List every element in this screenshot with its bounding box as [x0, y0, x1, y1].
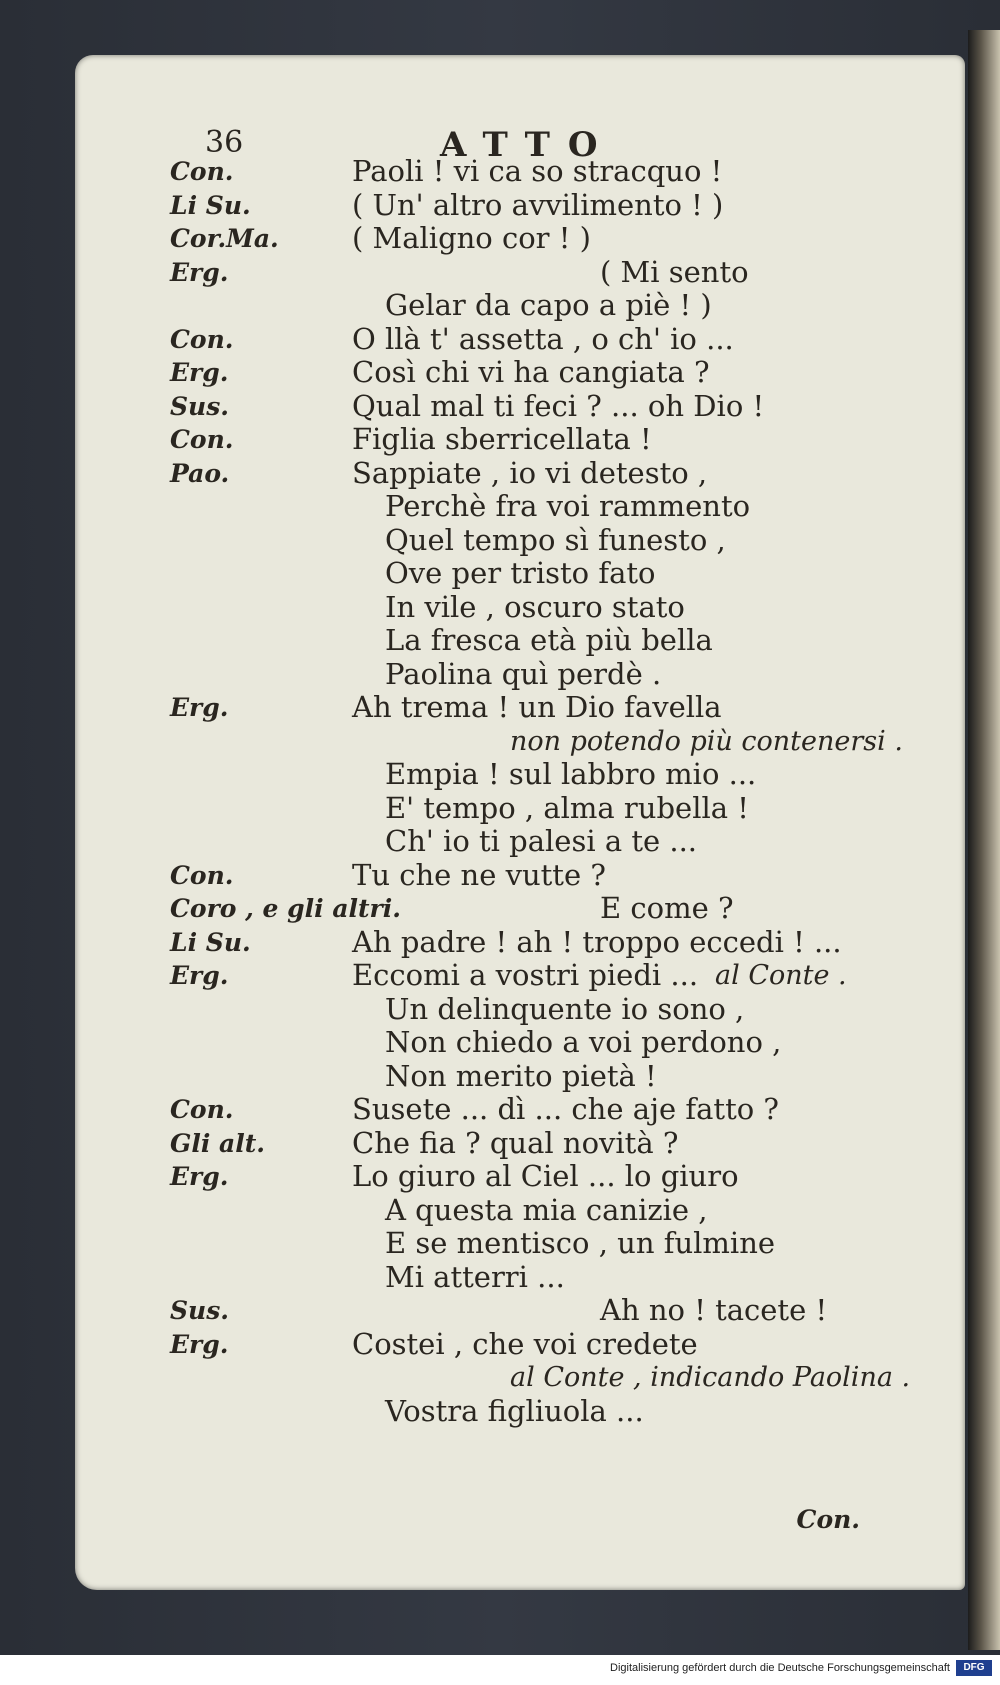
verse-text: Quel tempo sì funesto ,: [385, 522, 726, 557]
verse-text: Paolina quì perdè .: [385, 656, 662, 691]
speaker-label: Erg.: [170, 693, 229, 722]
verse-line: [170, 892, 970, 926]
verse-text: Perchè fra voi rammento: [385, 489, 751, 523]
facing-page-edge: [968, 30, 1000, 1650]
verse-line: [170, 1127, 970, 1161]
speaker-label: Con.: [170, 425, 234, 454]
verse-lines: [170, 155, 970, 1428]
speaker-label: Erg.: [170, 1162, 229, 1191]
speaker-label: Li Su.: [170, 927, 251, 957]
verse-line: [170, 189, 970, 223]
verse-line: [170, 1194, 970, 1228]
verse-text: Eccomi a vostri piedi ...: [352, 958, 699, 992]
verse-text: E come ?: [600, 891, 734, 925]
verse-text: Ah padre ! ah ! troppo eccedi ! ...: [352, 924, 842, 959]
verse-text: Susete ... dì ... che aje fatto ?: [352, 1092, 779, 1126]
verse-text: Ch' io ti palesi a te ...: [385, 824, 698, 858]
verse-line: [170, 457, 970, 491]
speaker-label: Con.: [170, 324, 234, 354]
verse-line: [170, 289, 970, 323]
dfg-logo: DFG: [956, 1660, 992, 1676]
verse-text: Qual mal ti feci ? ... oh Dio !: [352, 388, 765, 423]
verse-text: Un delinquente io sono ,: [385, 991, 745, 1026]
verse-text: Figlia sberricellata !: [352, 422, 652, 456]
verse-line: [170, 1093, 970, 1127]
verse-line: [170, 758, 970, 792]
verse-line: [170, 1060, 970, 1094]
verse-line: [170, 1328, 970, 1362]
verse-text: Vostra figliuola ...: [385, 1393, 644, 1428]
verse-line: [170, 323, 970, 357]
verse-text: Ah trema ! un Dio favella: [352, 690, 722, 724]
verse-line: [170, 222, 970, 256]
verse-line: [170, 1261, 970, 1295]
verse-line: [170, 691, 970, 725]
verse-line: [170, 1294, 970, 1328]
speaker-label: Erg.: [170, 1329, 229, 1359]
verse-text: E se mentisco , un fulmine: [385, 1226, 776, 1260]
speaker-label: Con.: [170, 860, 234, 890]
verse-line: [170, 792, 970, 826]
verse-text: Paoli ! vi ca so stracquo !: [352, 154, 723, 188]
verse-line: [170, 591, 970, 625]
verse-line: [170, 524, 970, 558]
verse-line: [170, 390, 970, 424]
verse-text: Ove per tristo fato: [385, 556, 656, 590]
speaker-label: Li Su.: [170, 190, 251, 220]
verse-text: Mi atterri ...: [385, 1259, 565, 1294]
speaker-label: Sus.: [170, 1296, 230, 1325]
stage-direction: non potendo più contenersi .: [510, 725, 903, 757]
verse-line: [170, 859, 970, 893]
verse-line: [170, 1395, 970, 1429]
verse-text: Ah no ! tacete !: [600, 1293, 828, 1327]
verse-line: [170, 959, 970, 993]
verse-line: [170, 658, 970, 692]
verse-text: Non chiedo a voi perdono ,: [385, 1025, 782, 1059]
verse-text: La fresca età più bella: [385, 623, 713, 657]
verse-text: In vile , oscuro stato: [385, 589, 685, 624]
verse-text: Non merito pietà !: [385, 1058, 657, 1093]
verse-text: ( Maligno cor ! ): [352, 221, 591, 255]
credit-text: Digitalisierung gefördert durch die Deutsche Forschungsgemeinschaft: [610, 1662, 950, 1674]
verse-text: A questa mia canizie ,: [385, 1192, 708, 1227]
verse-line: [170, 825, 970, 859]
speaker-label: Sus.: [170, 391, 230, 421]
verse-text: Lo giuro al Ciel ... lo giuro: [352, 1159, 739, 1193]
verse-line: [170, 926, 970, 960]
speaker-label: Erg.: [170, 358, 229, 387]
page-number: 36: [205, 125, 244, 160]
verse-line: [170, 993, 970, 1027]
verse-text: Che fia ? qual novità ?: [352, 1125, 679, 1160]
verse-line: [170, 256, 970, 290]
verse-text: Tu che ne vutte ?: [352, 857, 606, 892]
verse-text: O llà t' assetta , o ch' io ...: [352, 321, 734, 356]
speaker-label: Erg.: [170, 961, 229, 990]
verse-text: Costei , che voi credete: [352, 1326, 698, 1361]
stage-direction: al Conte .: [715, 960, 847, 991]
verse-text: E' tempo , alma rubella !: [385, 790, 749, 825]
book-page: [75, 55, 965, 1590]
verse-line: [170, 1026, 970, 1060]
verse-line: [170, 1361, 970, 1395]
verse-line: [170, 624, 970, 658]
speaker-label: Pao.: [170, 458, 230, 488]
verse-text: Sappiate , io vi detesto ,: [352, 455, 708, 490]
stage-direction: al Conte , indicando Paolina .: [510, 1362, 911, 1393]
speaker-label: Con.: [170, 157, 234, 186]
verse-text: Così chi vi ha cangiata ?: [352, 355, 710, 389]
verse-text: ( Mi sento: [600, 254, 749, 289]
verse-line: [170, 1160, 970, 1194]
verse-line: [170, 725, 970, 759]
catchword: Con.: [796, 1505, 860, 1534]
verse-line: [170, 490, 970, 524]
verse-line: [170, 155, 970, 189]
speaker-label: Erg.: [170, 257, 229, 287]
verse-text: ( Un' altro avvilimento ! ): [352, 187, 724, 222]
verse-line: [170, 1227, 970, 1261]
verse-line: [170, 423, 970, 457]
page-title: ATTO: [440, 125, 616, 165]
speaker-label: Con.: [170, 1095, 234, 1124]
verse-text: Empia ! sul labbro mio ...: [385, 757, 757, 791]
verse-line: [170, 356, 970, 390]
verse-line: [170, 557, 970, 591]
speaker-label: Coro , e gli altri.: [170, 894, 401, 923]
speaker-label: Gli alt.: [170, 1128, 265, 1158]
speaker-label: Cor.Ma.: [170, 224, 279, 253]
verse-text: Gelar da capo a piè ! ): [385, 288, 712, 322]
